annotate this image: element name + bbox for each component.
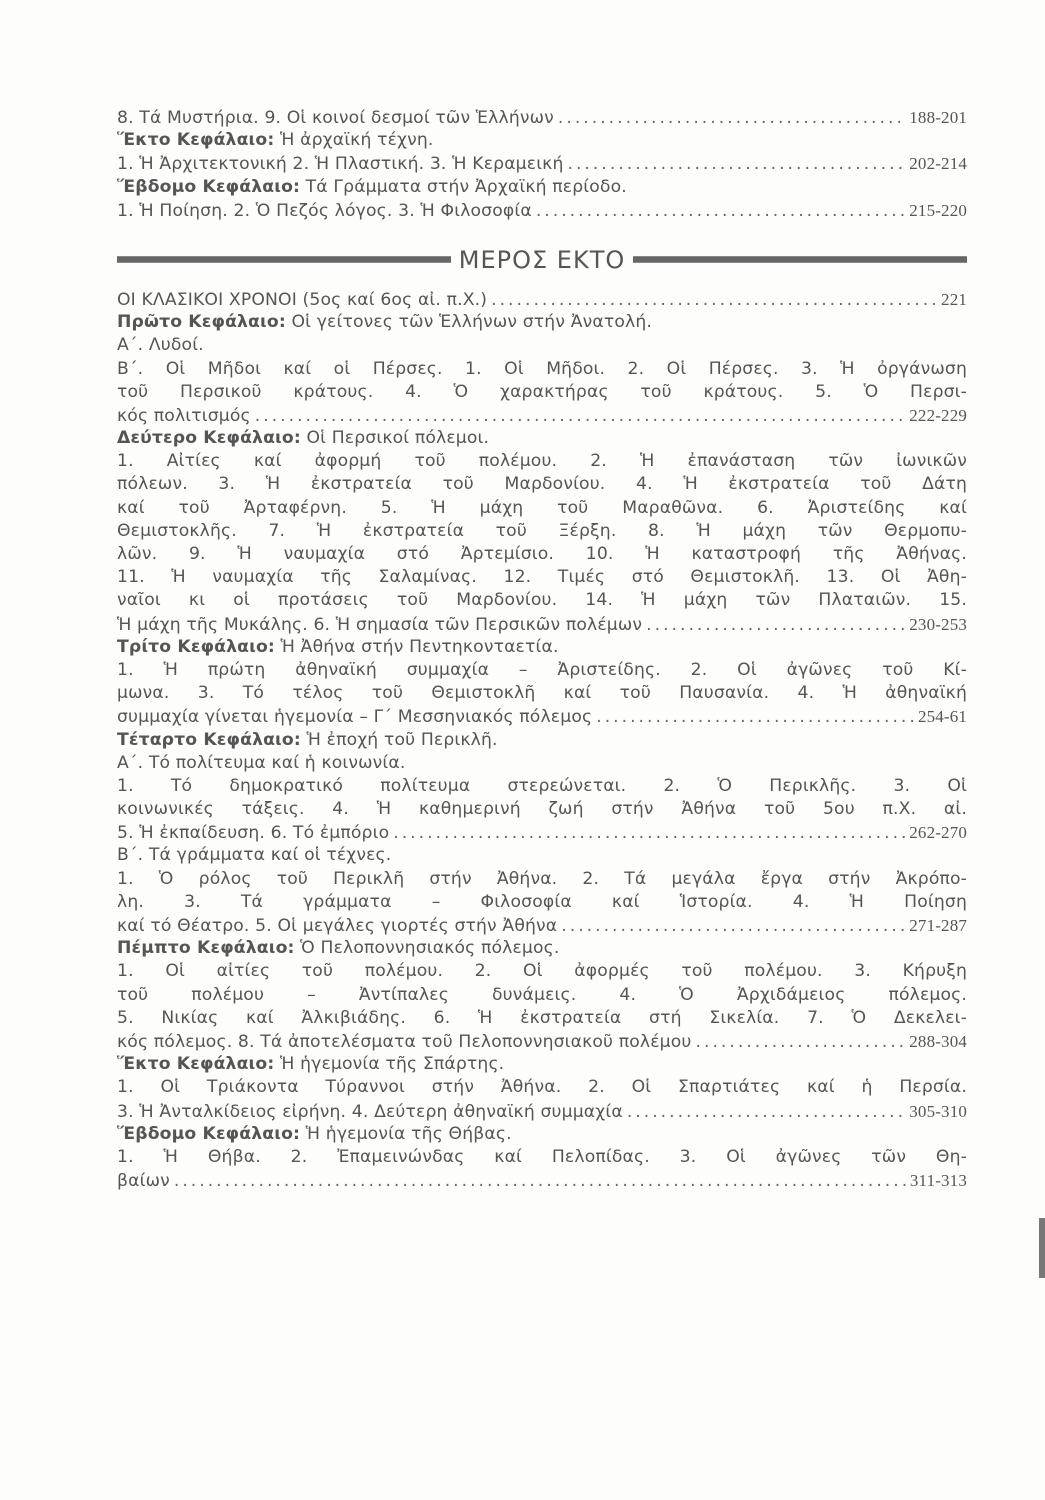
toc-text-line: 1. Ὁ ρόλος τοῦ Περικλῆ στήν Ἀθήνα. 2. Τά μεγάλα ἔργα στήν Ἀκρόπο- (117, 868, 967, 889)
chapter-title: Οἱ Περσικοί πόλεμοι. (300, 428, 490, 449)
chapter-label: Πέμπτο Κεφάλαιο: (117, 938, 295, 959)
toc-entry (117, 199, 967, 222)
chapter-label: Ἕβδομο Κεφάλαιο: (117, 176, 301, 197)
toc-entry-text: ΟΙ ΚΛΑΣΙΚΟΙ ΧΡΟΝΟΙ (5ος καί 6ος αἰ. π.Χ.) (117, 289, 488, 310)
toc-text-line: 1. Τό δημοκρατικό πολίτευμα στερεώνεται. 2. Ὁ Περικλῆς. 3. Οἱ (117, 775, 967, 796)
dot-leader (255, 405, 906, 427)
toc-text-line: ναῖοι κι οἱ προτάσεις τοῦ Μαρδονίου. 14. Ἡ μάχη τῶν Πλαταιῶν. 15. (117, 590, 967, 611)
toc-text-line: Β΄. Οἱ Μῆδοι καί οἱ Πέρσες. 1. Οἱ Μῆδοι. 2. Οἱ Πέρσες. 3. Ἡ ὀργάνωση (117, 358, 967, 379)
chapter-heading (117, 937, 967, 960)
dot-leader (491, 289, 937, 311)
chapter-title: Οἱ γείτονες τῶν Ἑλλήνων στήν Ἀνατολή. (285, 312, 652, 333)
page-range: 311-313 (909, 1171, 967, 1191)
dot-leader (696, 1031, 906, 1053)
page-range: 221 (941, 289, 967, 309)
toc-text-line: Α΄. Λυδοί. (117, 335, 204, 356)
toc-entry-text: 1. Ἡ Ἀρχιτεκτονική 2. Ἡ Πλαστική. 3. Ἡ Κεραμεική (117, 154, 564, 175)
chapter-label: Ἕκτο Κεφάλαιο: (117, 1054, 275, 1075)
chapter-label: Ἕκτο Κεφάλαιο: (117, 130, 275, 151)
chapter-heading (117, 636, 967, 659)
toc-entry-text: κός πόλεμος. 8. Τά ἀποτελέσματα τοῦ Πελοποννησιακοῦ πολέμου (117, 1031, 692, 1052)
toc-text-line: 1. Ἡ πρώτη ἀθηναϊκή συμμαχία – Ἀριστείδης. 2. Οἱ ἀγῶνες τοῦ Κί- (117, 659, 967, 680)
toc-text-line: καί τοῦ Ἀρταφέρνη. 5. Ἡ μάχη τοῦ Μαραθῶνα. 6. Ἀριστείδης καί (117, 497, 967, 518)
toc-text-line: Α΄. Τό πολίτευμα καί ἡ κοινωνία. (117, 752, 406, 773)
toc-text-line: 11. Ἡ ναυμαχία τῆς Σαλαμίνας. 12. Τιμές στό Θεμιστοκλῆ. 13. Οἱ Ἀθη- (117, 567, 967, 588)
chapter-title: Ἡ ἀρχαϊκή τέχνη. (274, 130, 434, 151)
toc-entry-text: βαίων (117, 1171, 170, 1192)
dot-leader (174, 1170, 906, 1192)
toc-entry (117, 1030, 967, 1053)
toc-top-block (117, 106, 967, 222)
chapter-heading (117, 729, 967, 752)
chapter-label: Πρῶτο Κεφάλαιο: (117, 312, 286, 333)
toc-text-line: τοῦ Περσικοῦ κράτους. 4. Ὁ χαρακτήρας τοῦ κράτους. 5. Ὁ Περσι- (117, 381, 967, 402)
toc-entry-text: κός πολιτισμός (117, 405, 251, 426)
toc-entry (117, 821, 967, 844)
dot-leader (646, 614, 905, 636)
toc-entry (117, 1100, 967, 1123)
chapter-heading (117, 1053, 967, 1076)
chapter-title: Ἡ ἡγεμονία τῆς Θήβας. (300, 1123, 512, 1144)
dot-leader (568, 153, 906, 175)
page-range: 202-214 (909, 154, 967, 174)
toc-text-line: λῶν. 9. Ἡ ναυμαχία στό Ἀρτεμίσιο. 10. Ἡ καταστροφή τῆς Ἀθήνας. (117, 544, 967, 564)
toc-main-block (117, 288, 967, 1192)
dot-leader (393, 822, 905, 844)
dot-leader (596, 706, 914, 728)
page-range: 254-61 (917, 707, 967, 727)
toc-text-line: μωνα. 3. Τό τέλος τοῦ Θεμιστοκλῆ καί τοῦ Παυσανία. 4. Ἡ ἀθηναϊκή (117, 683, 967, 704)
toc-entry (117, 106, 967, 129)
toc-entry-text: 5. Ἡ ἐκπαίδευση. 6. Τό ἐμπόριο (117, 823, 390, 844)
page-range: 262-270 (909, 823, 967, 843)
dot-leader (536, 200, 905, 222)
page-edge-mark (1039, 1218, 1045, 1278)
toc-entry (117, 613, 967, 636)
section-rule-right (633, 256, 967, 263)
chapter-title: Ἡ Ἀθήνα στήν Πεντηκονταετία. (274, 636, 559, 657)
toc-text-line: 1. Ἡ Θήβα. 2. Ἐπαμεινώνδας καί Πελοπίδας. 3. Οἱ ἀγῶνες τῶν Θη- (117, 1146, 967, 1167)
dot-leader (558, 107, 905, 129)
page-range: 215-220 (909, 200, 967, 220)
dot-leader (627, 1101, 905, 1123)
toc-entry-text: 8. Τά Μυστήρια. 9. Οἱ κοινοί δεσμοί τῶν Ἑλλήνων (117, 108, 554, 128)
toc-entry (117, 914, 967, 937)
toc-entry-text: καί τό Θέατρο. 5. Οἱ μεγάλες γιορτές στήν Ἀθήνα (117, 916, 558, 936)
section-rule-left (117, 256, 451, 263)
chapter-heading (117, 311, 967, 334)
page-range: 230-253 (909, 614, 967, 634)
chapter-heading (117, 427, 967, 450)
chapter-label: Τρίτο Κεφάλαιο: (117, 636, 275, 657)
page-range: 288-304 (909, 1031, 967, 1051)
toc-text-line: πόλεων. 3. Ἡ ἐκστρατεία τοῦ Μαρδονίου. 4. Ἡ ἐκστρατεία τοῦ Δάτη (117, 474, 967, 495)
toc-text-line: 1. Οἱ Τριάκοντα Τύραννοι στήν Ἀθήνα. 2. Οἱ Σπαρτιάτες καί ἡ Περσία. (117, 1077, 967, 1098)
toc-entry-text: Ἡ μάχη τῆς Μυκάλης. 6. Ἡ σημασία τῶν Περσικῶν πολέμων (117, 614, 643, 635)
toc-text-line: Β΄. Τά γράμματα καί οἱ τέχνες. (117, 845, 392, 866)
toc-text-line: 1. Αἰτίες καί ἀφορμή τοῦ πολέμου. 2. Ἡ ἐπανάσταση τῶν ἰωνικῶν (117, 451, 967, 472)
chapter-heading (117, 129, 967, 152)
toc-text-line: τοῦ πολέμου – Ἀντίπαλες δυνάμεις. 4. Ὁ Ἀρχιδάμειος πόλεμος. (117, 984, 967, 1005)
toc-entry-text: 1. Ἡ Ποίηση. 2. Ὁ Πεζός λόγος. 3. Ἡ Φιλοσοφία (117, 200, 532, 221)
chapter-title: Ὁ Πελοποννησιακός πόλεμος. (294, 938, 560, 959)
section-header (117, 236, 967, 284)
toc-text-line: 1. Οἱ αἰτίες τοῦ πολέμου. 2. Οἱ ἀφορμές τοῦ πολέμου. 3. Κήρυξη (117, 961, 967, 982)
toc-entry (117, 288, 967, 311)
chapter-label: Ἕβδομο Κεφάλαιο: (117, 1123, 301, 1144)
toc-entry (117, 1169, 967, 1192)
toc-text-line: λη. 3. Τά γράμματα – Φιλοσοφία καί Ἱστορία. 4. Ἡ Ποίηση (117, 891, 967, 912)
toc-text-line: Θεμιστοκλῆς. 7. Ἡ ἐκστρατεία τοῦ Ξέρξη. 8. Ἡ μάχη τῶν Θερμοπυ- (117, 520, 967, 541)
chapter-heading (117, 176, 967, 199)
toc-entry-text: 3. Ἡ Ἀνταλκίδειος εἰρήνη. 4. Δεύτερη ἀθηναϊκή συμμαχία (117, 1101, 623, 1122)
section-title: ΜΕΡΟΣ ΕΚΤΟ (458, 245, 626, 274)
dot-leader (561, 915, 905, 937)
toc-text-line: 5. Νικίας καί Ἀλκιβιάδης. 6. Ἡ ἐκστρατεία στή Σικελία. 7. Ὁ Δεκελει- (117, 1007, 967, 1028)
toc-entry-text: συμμαχία γίνεται ἡγεμονία – Γ΄ Μεσσηνιακός πόλεμος (117, 707, 593, 728)
toc-text-line: κοινωνικές τάξεις. 4. Ἡ καθημερινή ζωή στήν Ἀθήνα τοῦ 5ου π.Χ. αἰ. (117, 799, 967, 820)
page-range: 271-287 (909, 916, 967, 935)
chapter-heading (117, 1123, 967, 1146)
page-range: 222-229 (909, 405, 967, 425)
chapter-title: Τά Γράμματα στήν Ἀρχαϊκή περίοδο. (300, 176, 627, 197)
page-range: 188-201 (909, 108, 967, 127)
toc-entry (117, 152, 967, 175)
table-of-contents-page (117, 106, 967, 1192)
chapter-label: Τέταρτο Κεφάλαιο: (117, 729, 301, 750)
chapter-title: Ἡ ἐποχή τοῦ Περικλῆ. (300, 729, 498, 750)
page-range: 305-310 (909, 1101, 967, 1121)
toc-entry (117, 404, 967, 427)
chapter-title: Ἡ ἡγεμονία τῆς Σπάρτης. (274, 1054, 505, 1075)
chapter-label: Δεύτερο Κεφάλαιο: (117, 428, 301, 449)
toc-entry (117, 705, 967, 728)
